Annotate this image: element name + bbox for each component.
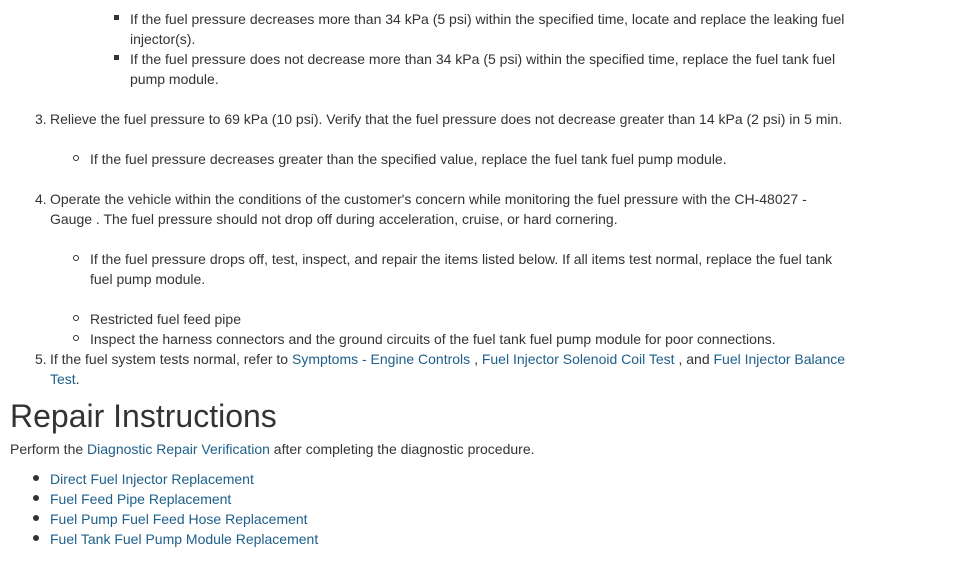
repair-intro-prefix: Perform the [10,441,84,457]
step2-bullet1-line1: If the fuel pressure decreases more than 34 kPa (5 psi) within the specified time, locate and replace the leaking fuel [130,11,845,27]
step5-suffix: . [75,371,80,387]
step4-line2: Gauge . The fuel pressure should not drop off during acceleration, cruise, or hard cornering. [50,211,618,227]
step4-number: 4. [35,191,47,207]
step4-sub2: Restricted fuel feed pipe [90,311,241,327]
direct-fuel-injector-replacement-link[interactable]: Direct Fuel Injector Replacement [50,471,254,487]
disc-bullet-icon [33,495,39,501]
symptoms-engine-controls-link[interactable]: Symptoms - Engine Controls [291,351,471,367]
step5-line2 [50,369,80,389]
fuel-injector-balance-test-link[interactable]: Fuel Injector Balance [713,351,846,367]
step5-number: 5. [35,351,47,367]
step3-text: Relieve the fuel pressure to 69 kPa (10 psi). Verify that the fuel pressure does not decrease greater than 14 kPa (2 psi) in 5 min. [50,111,843,127]
step5-separator: , and [678,351,710,367]
step2-bullet2-line1: If the fuel pressure does not decrease more than 34 kPa (5 psi) within the specified time, replace the fuel tank fuel [130,51,836,67]
step5-prefix: If the fuel system tests normal, refer to [50,351,289,367]
repair-intro-suffix: after completing the diagnostic procedure. [273,441,535,457]
fuel-injector-balance-test-link-cont[interactable]: Test [50,371,76,387]
circle-bullet-icon [73,335,79,341]
square-bullet-icon [114,15,119,20]
fuel-tank-fuel-pump-module-replacement-link[interactable]: Fuel Tank Fuel Pump Module Replacement [50,531,319,547]
circle-bullet-icon [73,315,79,321]
step4-sub1-line2: fuel pump module. [90,271,206,287]
step3-sub1: If the fuel pressure decreases greater than the specified value, replace the fuel tank fuel pump module. [90,151,727,167]
disc-bullet-icon [33,535,39,541]
fuel-feed-pipe-replacement-link[interactable]: Fuel Feed Pipe Replacement [50,491,232,507]
step2-bullet2-line2: pump module. [130,71,219,87]
disc-bullet-icon [33,475,39,481]
step5-separator: , [474,351,478,367]
step4-sub1-line1: If the fuel pressure drops off, test, inspect, and repair the items listed below. If all items test normal, replace the fuel tank [90,251,833,267]
fuel-injector-solenoid-coil-test-link[interactable]: Fuel Injector Solenoid Coil Test [481,351,675,367]
step3-number: 3. [35,111,47,127]
step4-sub3: Inspect the harness connectors and the ground circuits of the fuel tank fuel pump module for poor connections. [90,331,776,347]
diagnostic-repair-verification-link[interactable]: Diagnostic Repair Verification [87,441,270,457]
repair-instructions-heading: Repair Instructions [10,398,277,434]
step4-line1: Operate the vehicle within the conditions of the customer's concern while monitoring the fuel pressure with the CH-48027 - [50,191,807,207]
circle-bullet-icon [73,155,79,161]
disc-bullet-icon [33,515,39,521]
fuel-pump-fuel-feed-hose-replacement-link[interactable]: Fuel Pump Fuel Feed Hose Replacement [50,511,308,527]
circle-bullet-icon [73,255,79,261]
square-bullet-icon [114,55,119,60]
repair-intro [10,439,535,459]
step2-bullet1-line2: injector(s). [130,31,196,47]
step5-line1 [50,349,845,369]
